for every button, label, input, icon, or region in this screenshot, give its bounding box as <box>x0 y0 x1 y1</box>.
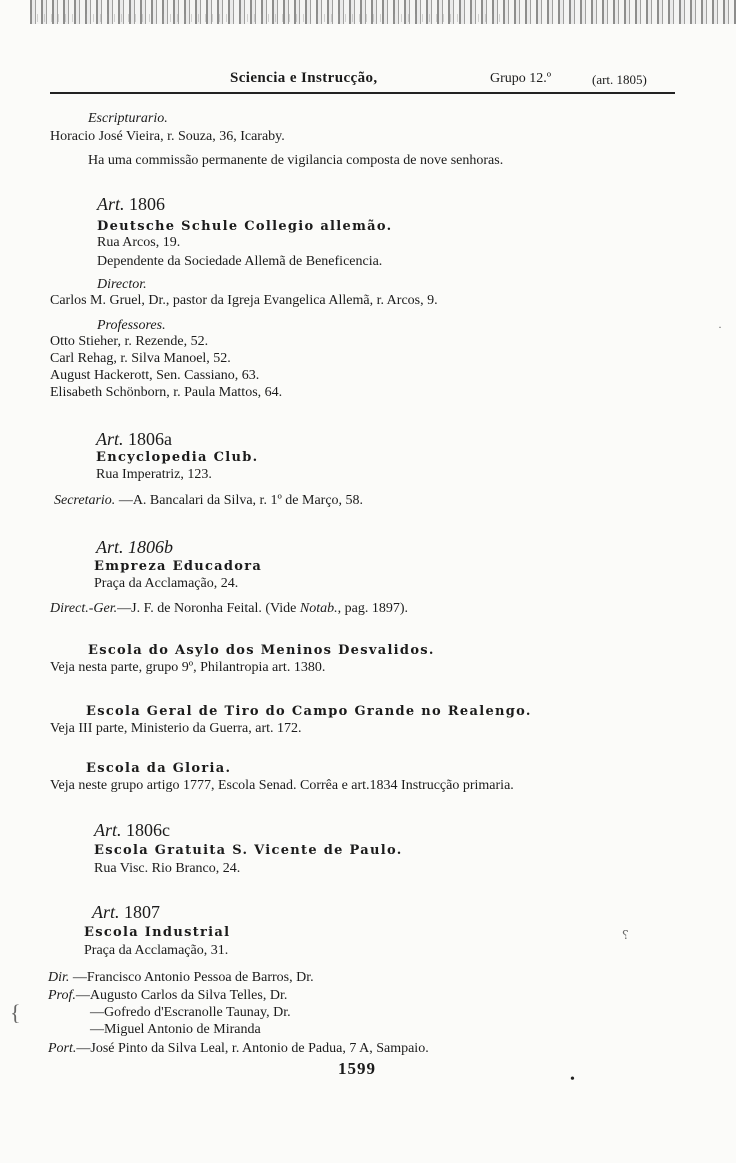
port-line <box>48 1040 429 1058</box>
art-number: 1806a <box>128 429 173 449</box>
art-1806b-address: Praça da Acclamação, 24. <box>94 576 239 591</box>
professor-3: August Hackerott, Sen. Cassiano, 63. <box>50 368 260 383</box>
scan-mark: { <box>10 1000 21 1025</box>
art-label: Art. <box>96 429 124 449</box>
gloria-name: Escola da Gloria. <box>86 761 232 776</box>
art-1807-heading <box>92 901 160 923</box>
professores-label: Professores. <box>97 318 166 333</box>
escripturario-label: Escripturario. <box>88 111 168 126</box>
secretario-line <box>54 492 363 510</box>
art-number: 1807 <box>124 902 161 922</box>
art-1806-name: Deutsche Schule Collegio allemão. <box>97 219 393 234</box>
art-1806a-address: Rua Imperatriz, 123. <box>96 467 212 482</box>
prof-entry-2: —Gofredo d'Escranolle Taunay, Dr. <box>90 1005 291 1020</box>
scan-mark: · <box>718 320 722 334</box>
prof-label: Prof. <box>48 988 76 1003</box>
professor-2: Carl Rehag, r. Silva Manoel, 52. <box>50 351 231 366</box>
art-number: 1806b <box>128 537 174 557</box>
dir-entry: —Francisco Antonio Pessoa de Barros, Dr. <box>72 970 314 985</box>
professor-1: Otto Stieher, r. Rezende, 52. <box>50 334 209 349</box>
scan-mark: ⸮ <box>622 928 629 942</box>
art-1806c-address: Rua Visc. Rio Branco, 24. <box>94 861 241 876</box>
direct-ger-label: Direct.-Ger. <box>50 601 118 616</box>
scan-mark: • <box>570 1072 575 1087</box>
secretario-entry: —A. Bancalari da Silva, r. 1º de Março, 58. <box>118 493 364 508</box>
art-1807-address: Praça da Acclamação, 31. <box>84 943 229 958</box>
asylo-name: Escola do Asylo dos Meninos Desvalidos. <box>88 643 435 658</box>
prof-entry-3: —Miguel Antonio de Miranda <box>90 1022 261 1037</box>
header-group: Grupo 12.º <box>490 71 552 86</box>
art-label: Art. <box>96 537 124 557</box>
running-header <box>50 66 675 94</box>
art-1806-heading <box>97 193 165 215</box>
art-label: Art. <box>94 820 122 840</box>
gloria-ref: Veja neste grupo artigo 1777, Escola Senad. Corrêa e art.1834 Instrucção primaria. <box>50 778 514 793</box>
art-label: Art. <box>97 194 125 214</box>
art-number: 1806 <box>129 194 166 214</box>
tiro-name: Escola Geral de Tiro do Campo Grande no Realengo. <box>86 704 532 719</box>
director-entry: Carlos M. Gruel, Dr., pastor da Igreja Evangelica Allemã, r. Arcos, 9. <box>50 293 438 308</box>
art-1806c-heading <box>94 819 170 841</box>
notab-ref: Notab. <box>299 601 338 616</box>
dir-line <box>48 969 314 987</box>
port-label: Port. <box>48 1041 77 1056</box>
art-1806-dependence: Dependente da Sociedade Allemã de Beneficencia. <box>97 254 383 269</box>
escripturario-entry: Horacio José Vieira, r. Souza, 36, Icaraby. <box>50 129 285 144</box>
tiro-ref: Veja III parte, Ministerio da Guerra, art. 172. <box>50 721 302 736</box>
header-art: (art. 1805) <box>592 72 647 87</box>
art-1807-name: Escola Industrial <box>84 925 231 940</box>
asylo-ref: Veja nesta parte, grupo 9º, Philantropia art. 1380. <box>50 660 326 675</box>
professor-4: Elisabeth Schönborn, r. Paula Mattos, 64. <box>50 385 283 400</box>
art-label: Art. <box>92 902 120 922</box>
dir-label: Dir. <box>48 970 70 985</box>
port-entry: —José Pinto da Silva Leal, r. Antonio de Padua, 7 A, Sampaio. <box>76 1041 429 1056</box>
art-1806c-name: Escola Gratuita S. Vicente de Paulo. <box>94 843 403 858</box>
art-1806b-name: Empreza Educadora <box>94 559 263 574</box>
art-1806a-heading <box>96 428 172 450</box>
scan-noise-2 <box>30 14 500 22</box>
prof-line <box>48 987 287 1005</box>
art-1806a-name: Encyclopedia Club. <box>96 450 259 465</box>
commission-note: Ha uma commissão permanente de vigilancia composta de nove senhoras. <box>88 153 504 168</box>
direct-ger-page: , pag. 1897). <box>337 601 408 616</box>
direct-ger-line <box>50 600 408 618</box>
art-1806b-heading <box>96 536 173 558</box>
art-1806-address: Rua Arcos, 19. <box>97 235 181 250</box>
director-label: Director. <box>97 277 147 292</box>
art-number: 1806c <box>126 820 171 840</box>
prof-entry-1: —Augusto Carlos da Silva Telles, Dr. <box>75 988 288 1003</box>
direct-ger-entry: —J. F. de Noronha Feital. (Vide <box>117 601 300 616</box>
page-number: 1599 <box>338 1059 376 1078</box>
secretario-label: Secretario. <box>54 493 116 508</box>
header-title: Sciencia e Instrucção, <box>230 70 378 86</box>
